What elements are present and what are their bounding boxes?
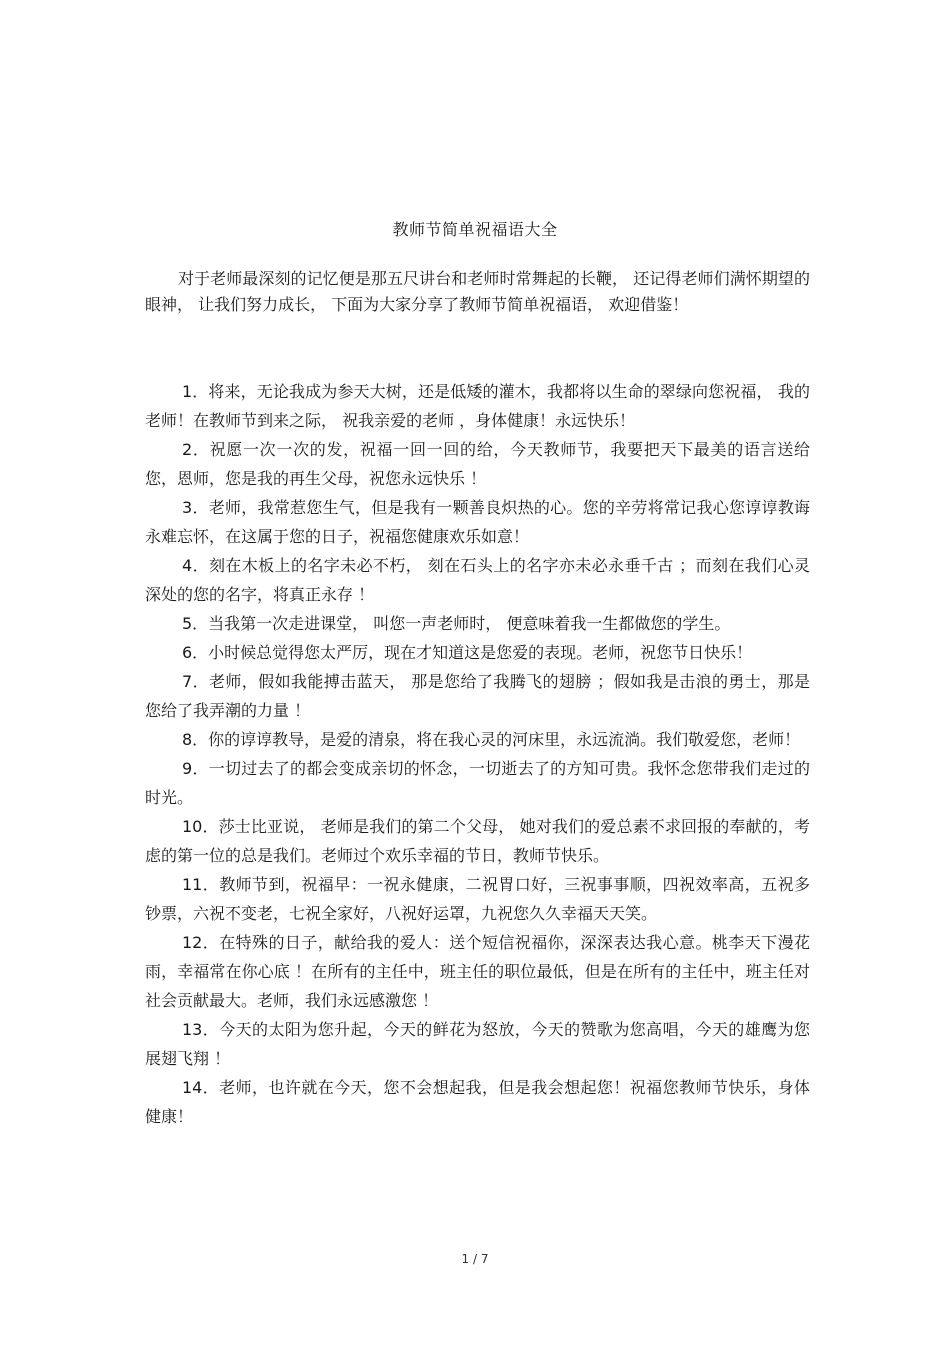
list-item: 8．你的谆谆教导，是爱的清泉，将在我心灵的河床里，永远流淌。我们敬爱您，老师！: [182, 730, 801, 749]
intro-paragraph: 对于老师最深刻的记忆便是那五尺讲台和老师时常舞起的长鞭， 还记得老师们满怀期望的眼神， 让我们努力成长， 下面为大家分享了教师节简单祝福语， 欢迎借鉴！: [145, 269, 810, 314]
document-title: 教师节简单祝福语大全: [392, 220, 558, 239]
list-item: 7．老师，假如我能搏击蓝天， 那是您给了我腾飞的翅膀 ；假如我是击浪的勇士，那是您给了我弄潮的力量 ！: [145, 672, 810, 720]
list-item: 12．在特殊的日子，献给我的爱人：送个短信祝福你，深深表达我心意。桃李天下漫花雨，幸福常在你心底 ！在所有的主任中，班主任的职位最低，但是在所有的主任中，班主任对社会贡献最大。老师，我们永远感激您 ！: [145, 933, 810, 1010]
list-item: 13．今天的太阳为您升起，今天的鲜花为怒放，今天的赞歌为您高唱，今天的雄鹰为您展翅飞翔 ！: [145, 1020, 810, 1068]
list-item: 9．一切过去了的都会变成亲切的怀念，一切逝去了的方知可贵。我怀念您带我们走过的时光。: [145, 759, 810, 807]
list-item: 6．小时候总觉得您太严厉，现在才知道这是您爱的表现。老师，祝您节日快乐！: [182, 643, 753, 662]
list-item: 14．老师，也许就在今天，您不会想起我，但是我会想起您！祝福您教师节快乐，身体健康！: [145, 1078, 810, 1126]
list-item: 3．老师，我常惹您生气，但是我有一颗善良炽热的心。您的辛劳将常记我心您谆谆教诲永难忘怀，在这属于您的日子，祝福您健康欢乐如意！: [145, 498, 810, 546]
page-number: 1 / 7: [461, 1252, 489, 1266]
list-item: 1．将来，无论我成为参天大树，还是低矮的灌木，我都将以生命的翠绿向您祝福， 我的老师！在教师节到来之际， 祝我亲爱的老师 ，身体健康！永远快乐！: [145, 382, 810, 430]
list-item: 4．刻在木板上的名字未必不朽， 刻在石头上的名字亦未必永垂千古 ；而刻在我们心灵深处的您的名字，将真正永存 ！: [145, 556, 810, 604]
list-item: 5．当我第一次走进课堂， 叫您一声老师时， 便意味着我一生都做您的学生。: [182, 614, 731, 633]
list-item: 10．莎士比亚说， 老师是我们的第二个父母， 她对我们的爱总素不求回报的奉献的，考虑的第一位的总是我们。老师过个欢乐幸福的节日，教师节快乐。: [145, 817, 810, 865]
list-item: 2．祝愿一次一次的发，祝福一回一回的给，今天教师节，我要把天下最美的语言送给您，恩师，您是我的再生父母，祝您永远快乐 ！: [145, 440, 810, 488]
blessing-list: [145, 377, 810, 1131]
list-item: 11．教师节到，祝福早：一祝永健康，二祝胃口好，三祝事事顺，四祝效率高，五祝多钞票，六祝不变老，七祝全家好，八祝好运罩，九祝您久久幸福天天笑。: [145, 875, 810, 923]
